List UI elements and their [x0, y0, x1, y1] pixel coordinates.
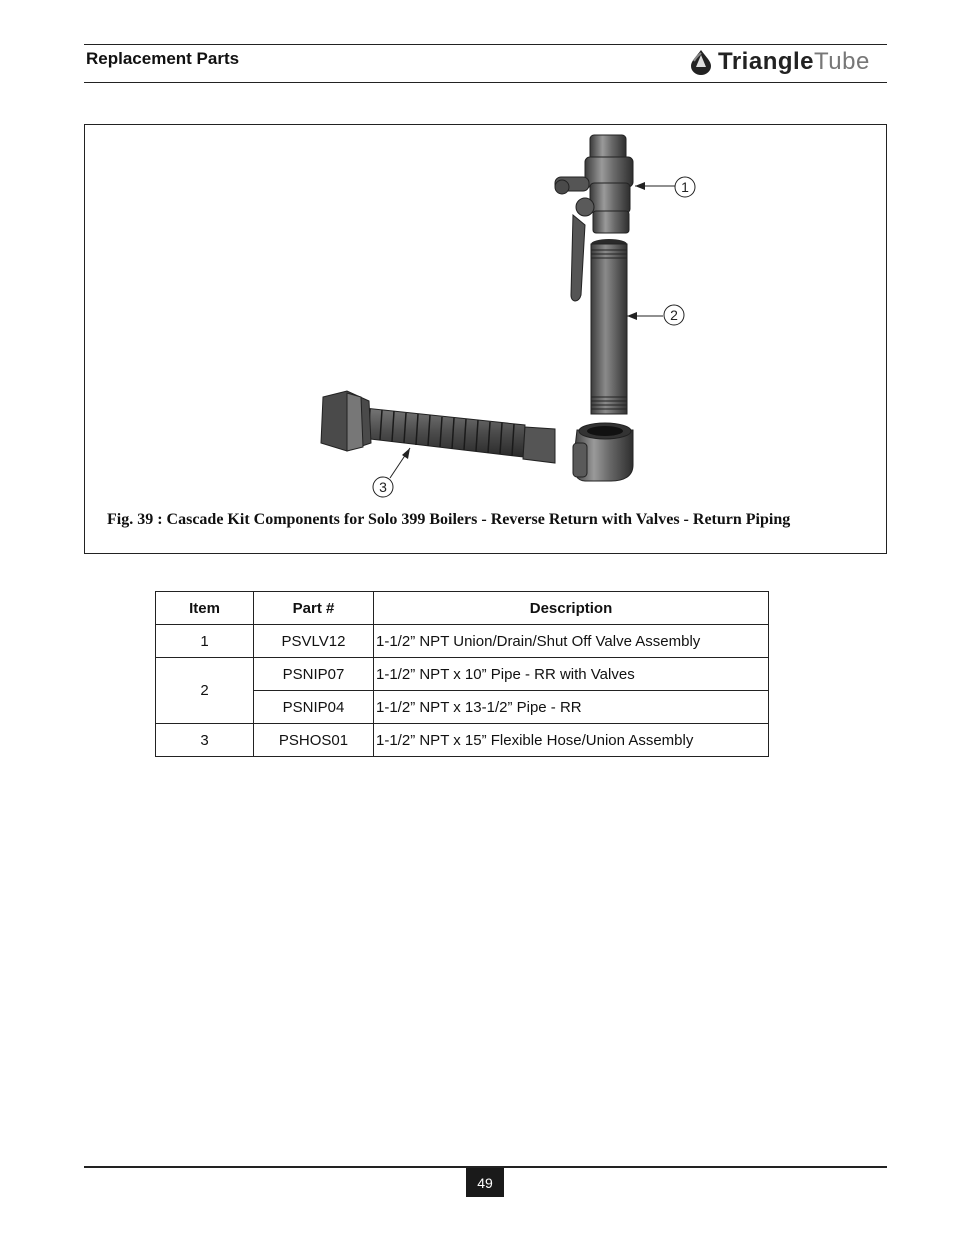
table-row [156, 625, 769, 658]
item-cell: 2 [156, 658, 254, 724]
description-cell: 1-1/2” NPT Union/Drain/Shut Off Valve Assembly [374, 625, 769, 658]
description-cell: 1-1/2” NPT x 13-1/2” Pipe - RR [374, 691, 769, 724]
figure-caption: Fig. 39 : Cascade Kit Components for Solo 399 Boilers - Reverse Return with Valves - Return Piping [107, 511, 791, 528]
table-row [156, 724, 769, 757]
callout-3 [373, 448, 410, 497]
header-top-rule [84, 44, 887, 45]
item-cell: 1 [156, 625, 254, 658]
table-header-row [156, 592, 769, 625]
page-number: 49 [466, 1168, 504, 1197]
flexible-hose-part [321, 391, 555, 463]
callout-3-label: 3 [379, 479, 387, 495]
column-header-description: Description [374, 592, 769, 625]
part-number-cell: PSNIP07 [254, 658, 374, 691]
logo-text-tube: Tube [814, 48, 870, 75]
triangle-drop-icon [690, 49, 712, 75]
logo-text-triangle: Triangle [718, 48, 815, 75]
column-header-part: Part # [254, 592, 374, 625]
callout-2 [627, 305, 684, 325]
part-number-cell: PSHOS01 [254, 724, 374, 757]
callout-1 [635, 177, 695, 197]
pipe-nipple-part [591, 239, 627, 414]
section-title: Replacement Parts [86, 49, 240, 68]
figure-box [84, 124, 887, 554]
description-cell: 1-1/2” NPT x 15” Flexible Hose/Union Assembly [374, 724, 769, 757]
part-number-cell: PSNIP04 [254, 691, 374, 724]
description-cell: 1-1/2” NPT x 10” Pipe - RR with Valves [374, 658, 769, 691]
parts-table [155, 591, 769, 757]
table-row [156, 658, 769, 691]
cascade-kit-illustration [85, 125, 886, 505]
part-number-cell: PSVLV12 [254, 625, 374, 658]
triangle-tube-logo [690, 46, 870, 78]
item-cell: 3 [156, 724, 254, 757]
callout-1-label: 1 [681, 179, 689, 195]
header-bottom-rule [84, 82, 887, 83]
callout-2-label: 2 [670, 307, 678, 323]
elbow-fitting-part [573, 423, 633, 481]
column-header-item: Item [156, 592, 254, 625]
